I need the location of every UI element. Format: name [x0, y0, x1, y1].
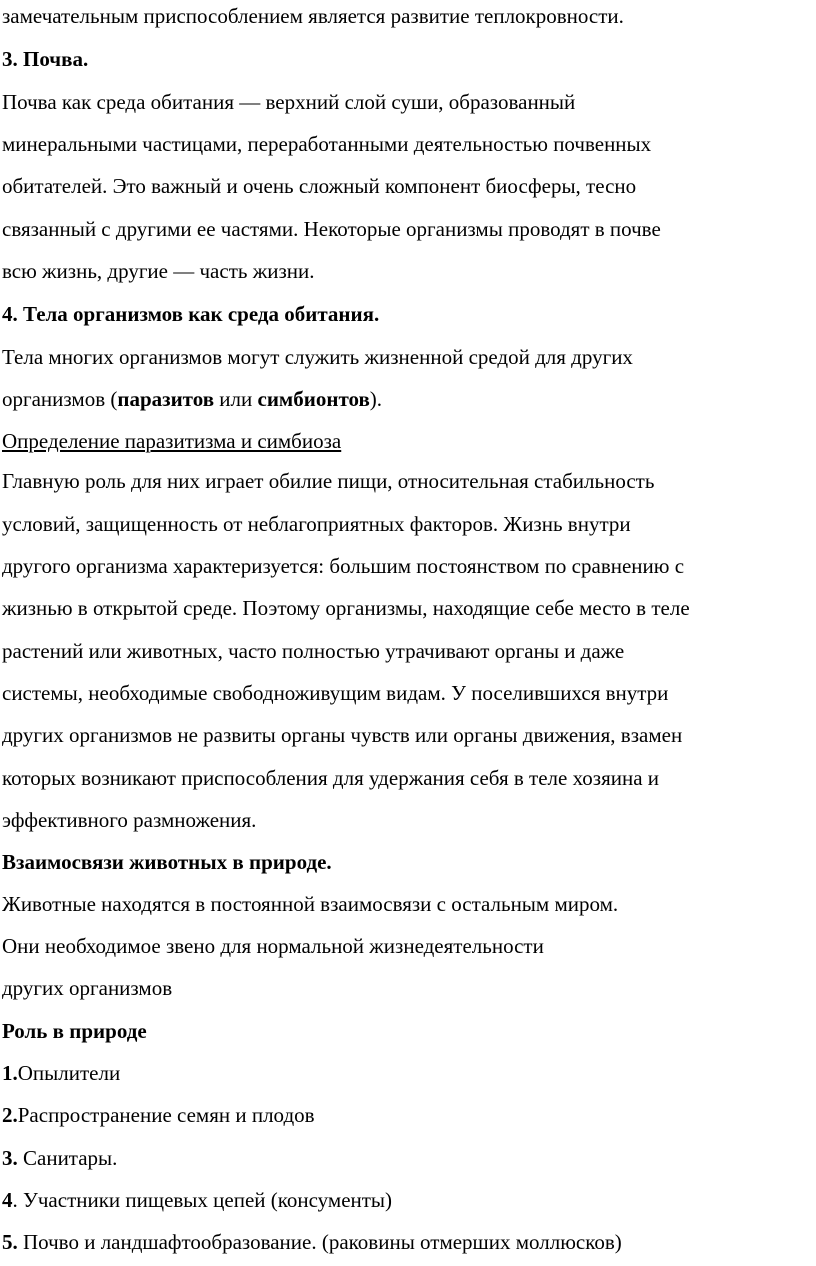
underlined-subheading: Определение паразитизма и симбиоза — [2, 429, 342, 453]
list-text: Опылители — [17, 1061, 121, 1085]
list-text: Санитары. — [17, 1146, 118, 1170]
paragraph-line: Животные находятся в постоянной взаимосвязи с остальным миром. — [2, 892, 619, 916]
list-text: Почво и ландшафтообразование. (раковины отмерших моллюсков) — [17, 1230, 622, 1254]
paragraph-line: обитателей. Это важный и очень сложный компонент биосферы, тесно — [2, 174, 637, 198]
paragraph-line: эффективного размножения. — [2, 808, 257, 832]
list-number: 5. — [2, 1230, 18, 1254]
paragraph-line: других организмов не развиты органы чувств или органы движения, взамен — [2, 723, 683, 747]
list-text: . Участники пищевых цепей (консументы) — [12, 1188, 393, 1212]
paragraph-line-mixed — [2, 386, 382, 412]
paragraph-line: других организмов — [2, 976, 173, 1000]
list-item — [2, 1187, 392, 1213]
paragraph-line: жизнью в открытой среде. Поэтому организмы, находящие себе место в теле — [2, 596, 690, 620]
paragraph-line: минеральными частицами, переработанными деятельностью почвенных — [2, 132, 652, 156]
bold-term-parasites: паразитов — [117, 387, 215, 411]
list-item — [2, 1229, 622, 1255]
text-run: организмов ( — [2, 387, 118, 411]
paragraph-line: растений или животных, часто полностью утрачивают органы и даже — [2, 639, 625, 663]
paragraph-line: Главную роль для них играет обилие пищи, относительная стабильность — [2, 469, 655, 493]
paragraph-line: условий, защищенность от неблагоприятных факторов. Жизнь внутри — [2, 512, 631, 536]
list-item — [2, 1102, 315, 1128]
section-heading-interrelations: Взаимосвязи животных в природе. — [2, 850, 332, 874]
paragraph-line: которых возникают приспособления для удержания себя в теле хозяина и — [2, 766, 660, 790]
list-number: 4 — [2, 1188, 13, 1212]
paragraph-line: Почва как среда обитания — верхний слой суши, образованный — [2, 90, 576, 114]
text-run: ). — [369, 387, 383, 411]
paragraph-line: системы, необходимые свободноживущим видам. У поселившихся внутри — [2, 681, 669, 705]
list-number: 2. — [2, 1103, 18, 1127]
paragraph-line: Тела многих организмов могут служить жизненной средой для других — [2, 345, 633, 369]
paragraph-line: всю жизнь, другие — часть жизни. — [2, 259, 315, 283]
section-heading-bodies: 4. Тела организмов как среда обитания. — [2, 302, 380, 326]
list-number: 3. — [2, 1146, 18, 1170]
list-item — [2, 1145, 117, 1171]
list-item — [2, 1060, 120, 1086]
section-heading-role: Роль в природе — [2, 1019, 147, 1043]
section-heading-soil: 3. Почва. — [2, 47, 89, 71]
list-text: Распространение семян и плодов — [17, 1103, 315, 1127]
bold-term-symbionts: симбионтов — [257, 387, 370, 411]
list-number: 1. — [2, 1061, 18, 1085]
text-run: или — [214, 387, 258, 411]
paragraph-line: связанный с другими ее частями. Некоторые организмы проводят в почве — [2, 217, 661, 241]
paragraph-line: Они необходимое звено для нормальной жизнедеятельности — [2, 934, 544, 958]
paragraph-line: замечательным приспособлением является развитие теплокровности. — [2, 4, 624, 28]
paragraph-line: другого организма характеризуется: большим постоянством по сравнению с — [2, 554, 685, 578]
